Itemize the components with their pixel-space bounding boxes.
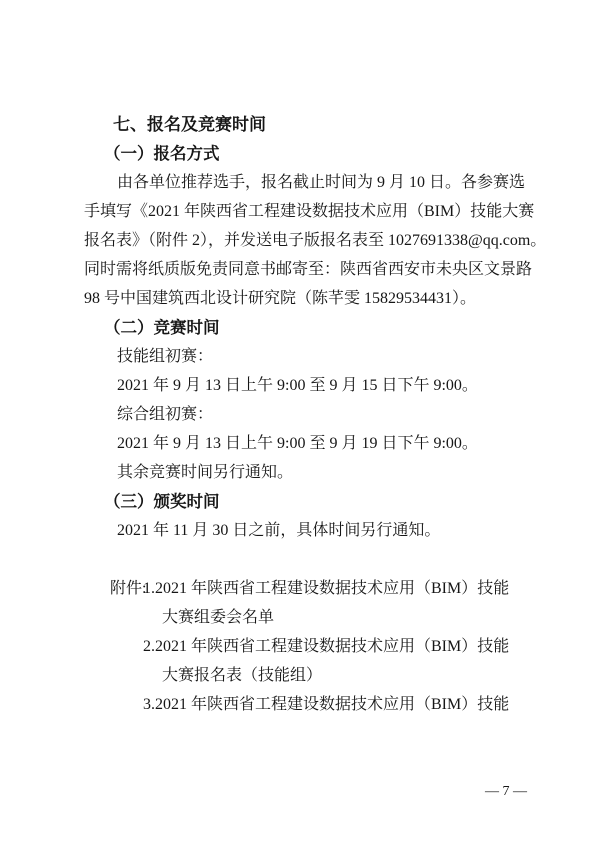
attachment-item-line: 大赛报名表（技能组） [162, 667, 323, 684]
paragraph-line: 技能组初赛： [117, 348, 214, 365]
paragraph-line: 由各单位推荐选手，报名截止时间为 9 月 10 日。各参赛选 [117, 174, 526, 191]
blank-line [84, 545, 554, 574]
paragraph-line: 其余竞赛时间另行通知。 [117, 464, 294, 481]
paragraph-line: 2021 年 9 月 13 日上午 9:00 至 9 月 15 日下午 9:00。 [117, 377, 478, 394]
attachment-item-line: 1.2021 年陕西省工程建设数据技术应用（BIM）技能 [143, 580, 510, 597]
paragraph-line: 综合组初赛： [117, 406, 214, 423]
subsection-title-registration: （一）报名方式 [104, 144, 220, 163]
document-body [84, 110, 554, 719]
subsection-title-competition-time: （二）竞赛时间 [104, 318, 220, 337]
paragraph-line: 同时需将纸质版免责同意书邮寄至：陕西省西安市未央区文景路 [84, 261, 533, 278]
attachment-item-line: 大赛组委会名单 [162, 609, 275, 626]
paragraph-line: 报名表》（附件 2），并发送电子版报名表至 1027691338@qq.com。 [84, 232, 547, 249]
subsection-title-award-time: （三）颁奖时间 [104, 492, 220, 511]
attachments-label: 附件: [110, 580, 147, 597]
attachments-list [143, 574, 554, 719]
paragraph-line: 手填写《2021 年陕西省工程建设数据技术应用（BIM）技能大赛 [84, 203, 535, 220]
attachment-item-line: 3.2021 年陕西省工程建设数据技术应用（BIM）技能 [143, 696, 510, 713]
paragraph-line: 2021 年 9 月 13 日上午 9:00 至 9 月 19 日下午 9:00。 [117, 435, 478, 452]
section-heading: 七、报名及竞赛时间 [113, 115, 266, 134]
attachments-block [84, 574, 554, 719]
page-number: — 7 — [485, 784, 527, 799]
paragraph-line: 2021 年 11 月 30 日之前，具体时间另行通知。 [117, 522, 441, 539]
attachment-item-line: 2.2021 年陕西省工程建设数据技术应用（BIM）技能 [143, 638, 510, 655]
paragraph-line: 98 号中国建筑西北设计研究院（陈芊雯 15829534431）。 [84, 290, 477, 307]
